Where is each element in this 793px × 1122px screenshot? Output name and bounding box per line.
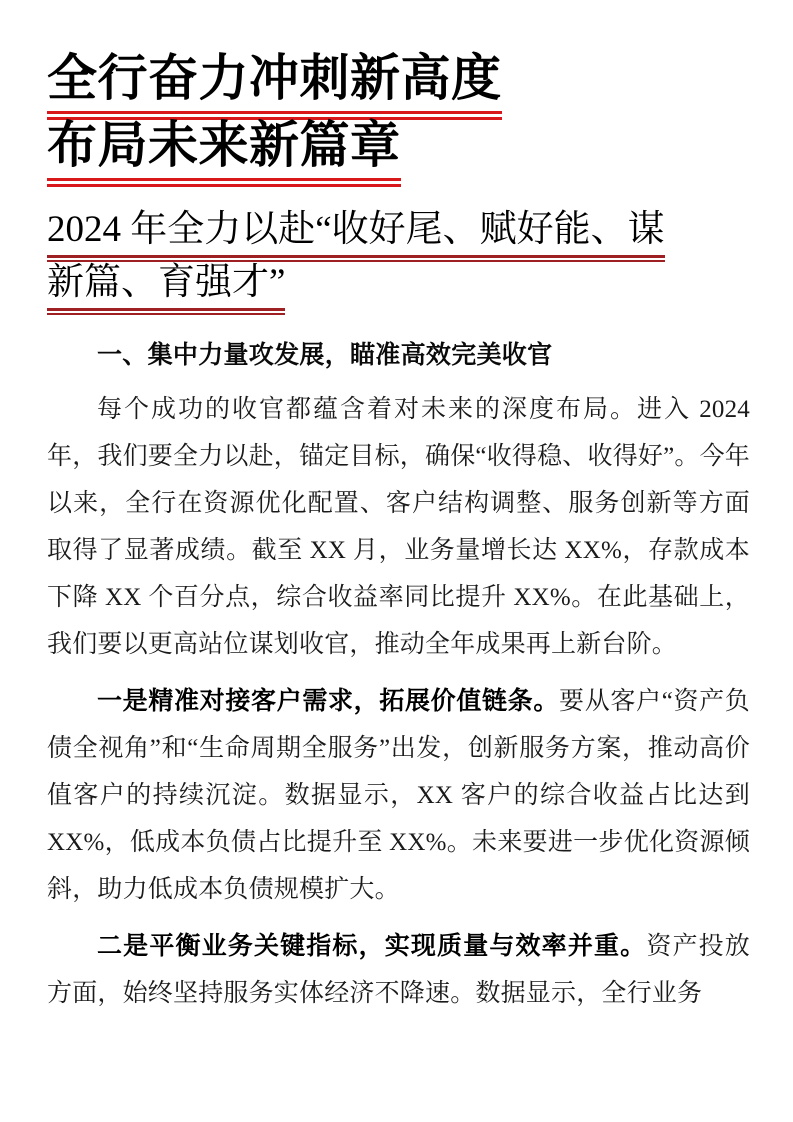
body-paragraph-2: [47, 668, 750, 913]
subtitle-line-2-text: 新篇、育强才”: [47, 257, 285, 310]
body-paragraph-3: [47, 913, 750, 1017]
title-line-1-text: 全行奋力冲刺新高度: [47, 46, 502, 113]
paragraph-3-text: 资产投放方面，始终坚持服务实体经济不降速。数据显示，全行业务: [47, 932, 751, 1007]
title-line-2: [47, 113, 750, 180]
document-title: [47, 0, 750, 180]
paragraph-2-text: 要从客户“资产负债全视角”和“生命周期全服务”出发，创新服务方案，推动高价值客户的持续沉淀。数据显示，XX 客户的综合收益占比达到 XX%，低成本负债占比提升至 XX%。未来要进一步优化资源倾斜，助力低成本负债规模扩大。: [47, 687, 751, 903]
paragraph-3-lead-in: 二是平衡业务关键指标，实现质量与效率并重。: [97, 931, 647, 960]
subtitle-line-2: [47, 257, 750, 310]
body-paragraph-1: [47, 380, 750, 668]
title-line-1: [47, 46, 750, 113]
subtitle-line-1: [47, 204, 750, 257]
paragraph-2-lead-in: 一是精准对接客户需求，拓展价值链条。: [97, 686, 560, 715]
subtitle-line-1-text: 2024 年全力以赴“收好尾、赋好能、谋: [47, 204, 665, 257]
title-line-2-text: 布局未来新篇章: [47, 113, 401, 180]
section-heading: 一、集中力量攻发展，瞄准高效完美收官: [97, 341, 553, 370]
paragraph-1-text: 每个成功的收官都蕴含着对未来的深度布局。进入 2024 年，我们要全力以赴，锚定目标，确保“收得稳、收得好”。今年以来，全行在资源优化配置、客户结构调整、服务创新等方面取得了显著成绩。截至 XX 月，业务量增长达 XX%，存款成本下降 XX 个百分点，综合收益率同比提升 XX%。在此基础上，我们要以更高站位谋划收官，推动全年成果再上新台阶。: [47, 395, 750, 658]
document-subtitle: [47, 180, 750, 310]
